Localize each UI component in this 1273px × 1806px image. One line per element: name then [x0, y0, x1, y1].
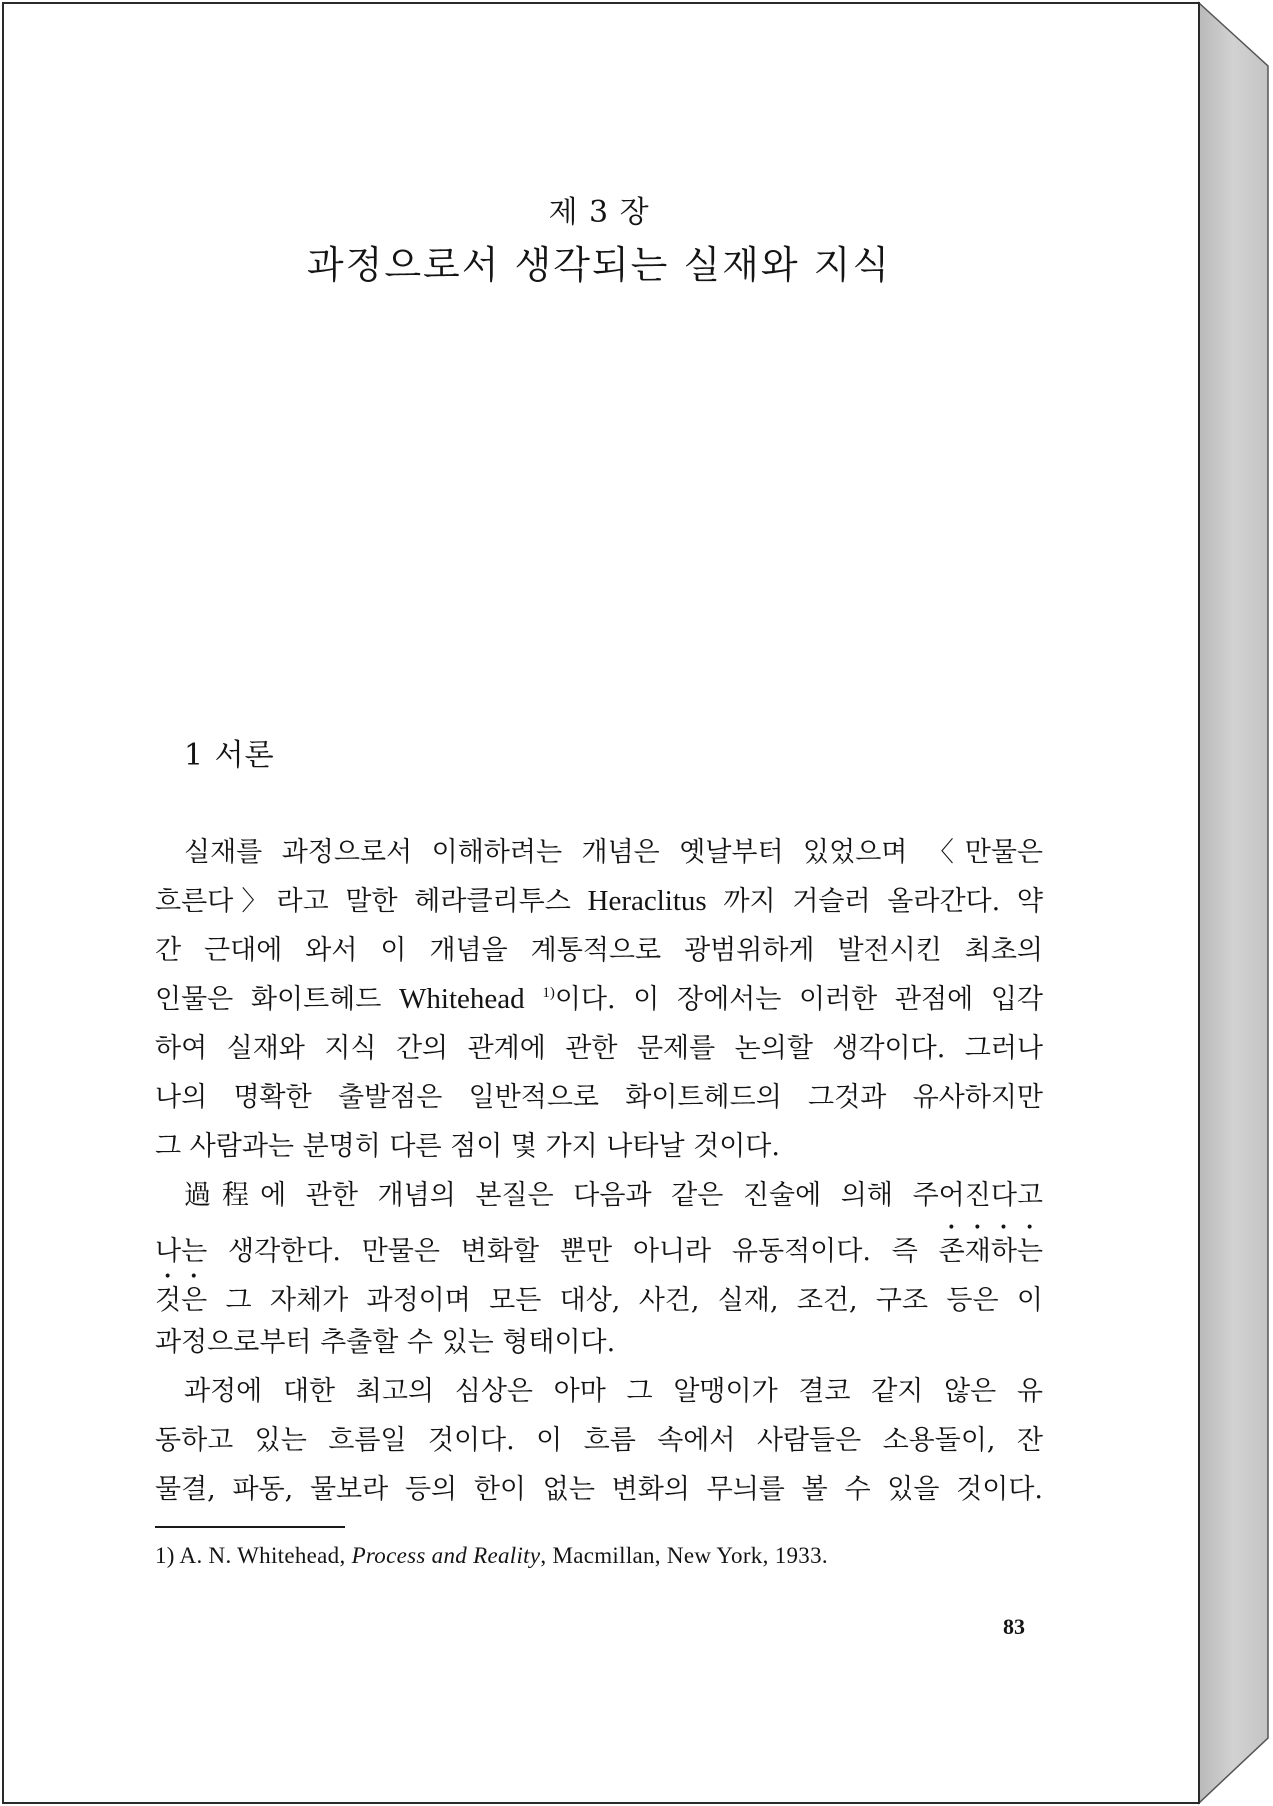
- footnote-book-title: Process and Reality: [351, 1543, 541, 1568]
- paragraph-2-line-2: [155, 1220, 1043, 1269]
- body-text: [155, 828, 1043, 1514]
- text-segment: 실재를 과정으로서 이해하려는 개념은 옛날부터 있었으며 〈만물은: [184, 837, 1043, 868]
- footnote-reference: 1): [542, 985, 555, 1001]
- emphasized-text: 것은: [155, 1285, 208, 1316]
- text-segment: 하여 실재와 지식 간의 관계에 관한 문제를 논의할 생각이다. 그러나: [155, 1033, 1043, 1064]
- paragraph-2-line-4: [155, 1318, 1043, 1367]
- page-number: 83: [1003, 1614, 1025, 1639]
- paragraph-3-line-1: [155, 1367, 1043, 1416]
- paragraph-1-line-4: [155, 975, 1043, 1024]
- text-segment: 물결, 파동, 물보라 등의 한이 없는 변화의 무늬를 볼 수 있을 것이다.: [155, 1474, 1043, 1505]
- paragraph-1-line-3: [155, 926, 1043, 975]
- paragraph-3-line-3: [155, 1465, 1043, 1514]
- text-segment: 흐른다〉라고 말한 헤라클리투스: [155, 886, 588, 917]
- text-segment: 인물은 화이트헤드: [155, 984, 400, 1015]
- text-segment: 까지 거슬러 올라간다. 약: [706, 886, 1043, 917]
- section-heading: 1 서론: [184, 738, 275, 773]
- paragraph-1-line-2: [155, 877, 1043, 926]
- footnote-citation: 1) A. N. Whitehead,: [155, 1543, 352, 1568]
- paragraph-2-line-1: [155, 1171, 1043, 1220]
- paragraph-1-line-7: [155, 1122, 1043, 1171]
- text-segment: 過程에 관한 개념의 본질은 다음과 같은 진술에 의해 주어진다고: [184, 1180, 1043, 1211]
- text-segment: 그 사람과는 분명히 다른 점이 몇 가지 나타날 것이다.: [155, 1131, 780, 1162]
- paragraph-2-line-3: [155, 1269, 1043, 1318]
- text-segment: 간 근대에 와서 이 개념을 계통적으로 광범위하게 발전시킨 최초의: [155, 935, 1043, 966]
- paragraph-3-line-2: [155, 1416, 1043, 1465]
- chapter-title: 과정으로서 생각되는 실재와 지식: [306, 243, 892, 287]
- text-segment: 과정으로부터 추출할 수 있는 형태이다.: [155, 1327, 616, 1358]
- text-segment: 동하고 있는 흐름일 것이다. 이 흐름 속에서 사람들은 소용돌이, 잔: [155, 1425, 1043, 1456]
- text-segment: 과정에 대한 최고의 심상은 아마 그 알맹이가 결코 같지 않은 유: [184, 1376, 1043, 1407]
- latin-name-heraclitus: Heraclitus: [587, 885, 707, 917]
- text-segment: 나의 명확한 출발점은 일반적으로 화이트헤드의 그것과 유사하지만: [155, 1082, 1043, 1113]
- footnote-publisher: , Macmillan, New York, 1933.: [540, 1543, 828, 1568]
- footnote: [155, 1541, 1055, 1571]
- latin-name-whitehead: Whitehead: [399, 983, 525, 1015]
- paragraph-1-line-6: [155, 1073, 1043, 1122]
- text-segment: 그 자체가 과정이며 모든 대상, 사건, 실재, 조건, 구조 등은 이: [207, 1285, 1043, 1316]
- text-segment: 이다. 이 장에서는 이러한 관점에 입각: [554, 984, 1043, 1015]
- footnote-rule: [155, 1526, 345, 1528]
- chapter-label: 제 3 장: [548, 195, 650, 230]
- text-segment: [525, 984, 543, 1015]
- book-edge-shape: [1199, 3, 1268, 1803]
- text-segment: 나는 생각한다. 만물은 변화할 뿐만 아니라 유동적이다. 즉: [155, 1236, 939, 1267]
- emphasized-text: 존재하는: [938, 1236, 1043, 1267]
- paragraph-1-line-5: [155, 1024, 1043, 1073]
- paragraph-1-line-1: [155, 828, 1043, 877]
